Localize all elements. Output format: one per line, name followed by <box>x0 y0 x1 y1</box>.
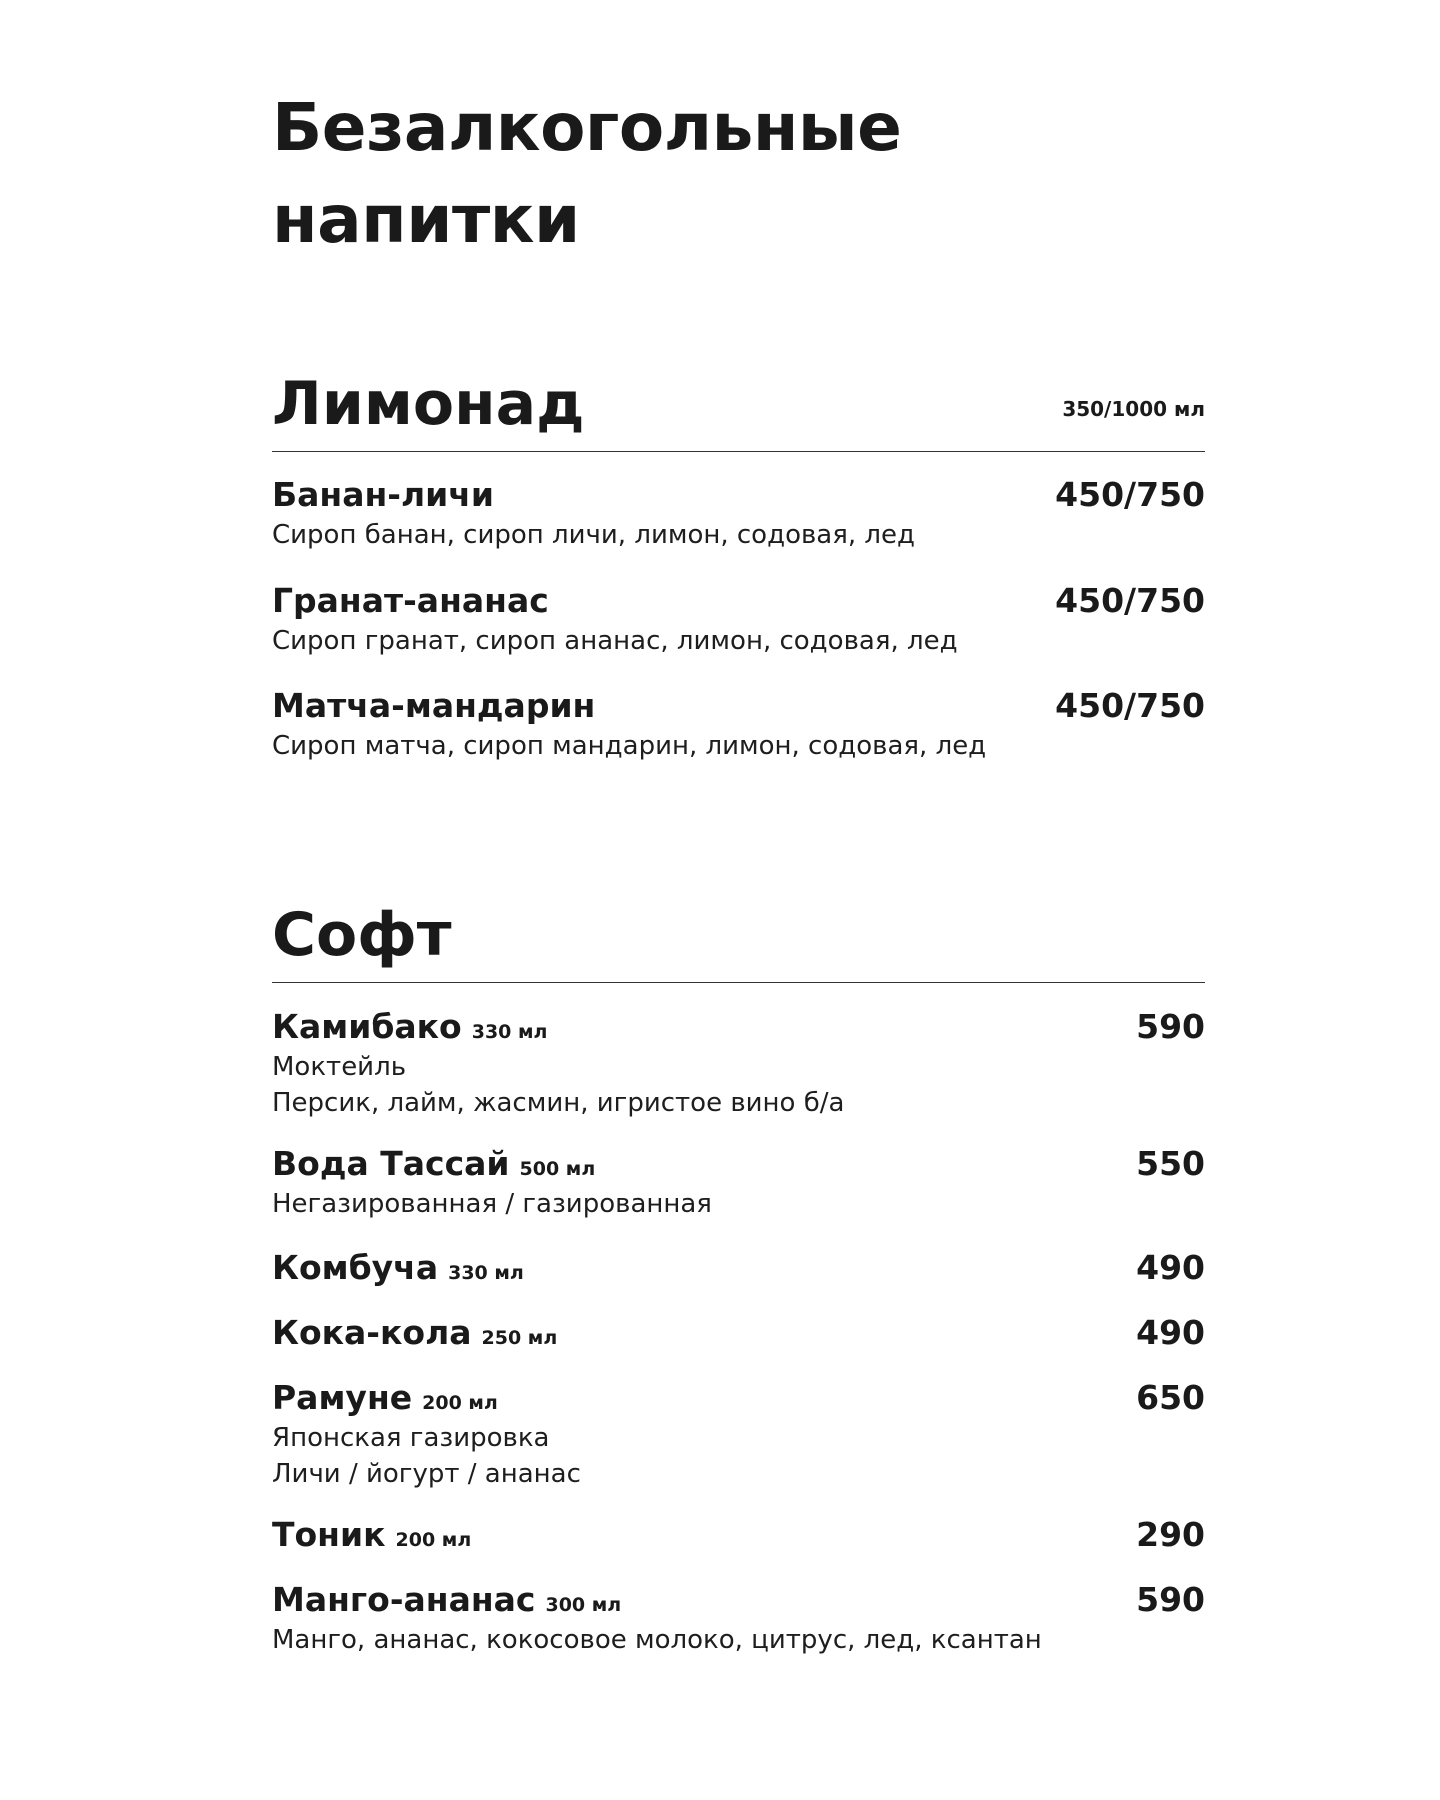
item-price: 550 <box>1136 1144 1205 1183</box>
item-name: Банан-личи <box>272 475 495 514</box>
item-name-text: Камибако <box>272 1007 462 1046</box>
item-name <box>272 1513 471 1562</box>
lemonade-section <box>272 371 1205 452</box>
menu-item-coca-cola <box>272 1311 1205 1355</box>
item-description: Сироп банан, сироп личи, лимон, содовая, лед <box>272 520 915 550</box>
menu-item-kombucha <box>272 1246 1205 1290</box>
item-description: Сироп гранат, сироп ананас, лимон, содовая, лед <box>272 626 958 656</box>
item-name: Матча-мандарин <box>272 686 596 725</box>
item-price: 490 <box>1136 1248 1205 1287</box>
item-description: Сироп матча, сироп мандарин, лимон, содовая, лед <box>272 731 987 761</box>
page-title-line-1: Безалкогольные <box>272 89 902 166</box>
item-volume: 200 мл <box>422 1392 498 1414</box>
soft-section-header <box>272 902 1205 983</box>
item-name: Гранат-ананас <box>272 581 549 620</box>
item-price: 490 <box>1136 1313 1205 1352</box>
item-price: 590 <box>1136 1580 1205 1619</box>
item-description: Манго, ананас, кокосовое молоко, цитрус, лед, ксантан <box>272 1625 1042 1655</box>
menu-item-tonic <box>272 1513 1205 1557</box>
item-name <box>272 1311 557 1360</box>
item-volume: 300 мл <box>545 1594 622 1616</box>
item-description: Персик, лайм, жасмин, игристое вино б/а <box>272 1088 845 1118</box>
lemonade-section-header <box>272 371 1205 452</box>
item-price: 590 <box>1136 1007 1205 1046</box>
item-name <box>272 1376 498 1425</box>
menu-item-banana-lychee <box>272 473 1205 553</box>
item-name-text: Рамуне <box>272 1378 413 1417</box>
item-description: Негазированная / газированная <box>272 1189 712 1219</box>
page-title-line-2: напитки <box>272 181 580 258</box>
item-volume: 330 мл <box>448 1262 524 1284</box>
item-name <box>272 1142 595 1191</box>
menu-item-tassay-water <box>272 1142 1205 1222</box>
item-price: 650 <box>1136 1378 1205 1417</box>
soft-section <box>272 902 1205 983</box>
item-price: 450/750 <box>1055 581 1205 620</box>
menu-item-pomegranate-pineapple <box>272 579 1205 659</box>
item-name-text: Тоник <box>272 1515 386 1554</box>
item-subtitle: Моктейль <box>272 1052 407 1082</box>
item-name <box>272 1578 621 1627</box>
item-price: 290 <box>1136 1515 1205 1554</box>
lemonade-section-title: Лимонад <box>272 369 585 439</box>
item-price: 450/750 <box>1055 475 1205 514</box>
menu-item-ramune <box>272 1376 1205 1492</box>
item-name <box>272 1005 547 1054</box>
menu-item-matcha-mandarin <box>272 684 1205 764</box>
soft-section-title: Софт <box>272 900 452 970</box>
item-volume: 250 мл <box>481 1327 558 1349</box>
item-price: 450/750 <box>1055 686 1205 725</box>
item-subtitle: Японская газировка <box>272 1423 550 1453</box>
item-name-text: Комбуча <box>272 1248 439 1287</box>
menu-item-mango-pineapple <box>272 1578 1205 1658</box>
item-volume: 500 мл <box>519 1158 596 1180</box>
item-name-text: Манго-ананас <box>272 1580 536 1619</box>
page-title <box>272 82 1205 266</box>
item-volume: 200 мл <box>395 1529 472 1551</box>
item-name-text: Вода Тассай <box>272 1144 510 1183</box>
item-description: Личи / йогурт / ананас <box>272 1459 581 1489</box>
item-name-text: Кока-кола <box>272 1313 472 1352</box>
item-name <box>272 1246 524 1295</box>
menu-item-kamibako <box>272 1005 1205 1121</box>
lemonade-section-volume: 350/1000 мл <box>1062 397 1205 421</box>
item-volume: 330 мл <box>471 1021 548 1043</box>
